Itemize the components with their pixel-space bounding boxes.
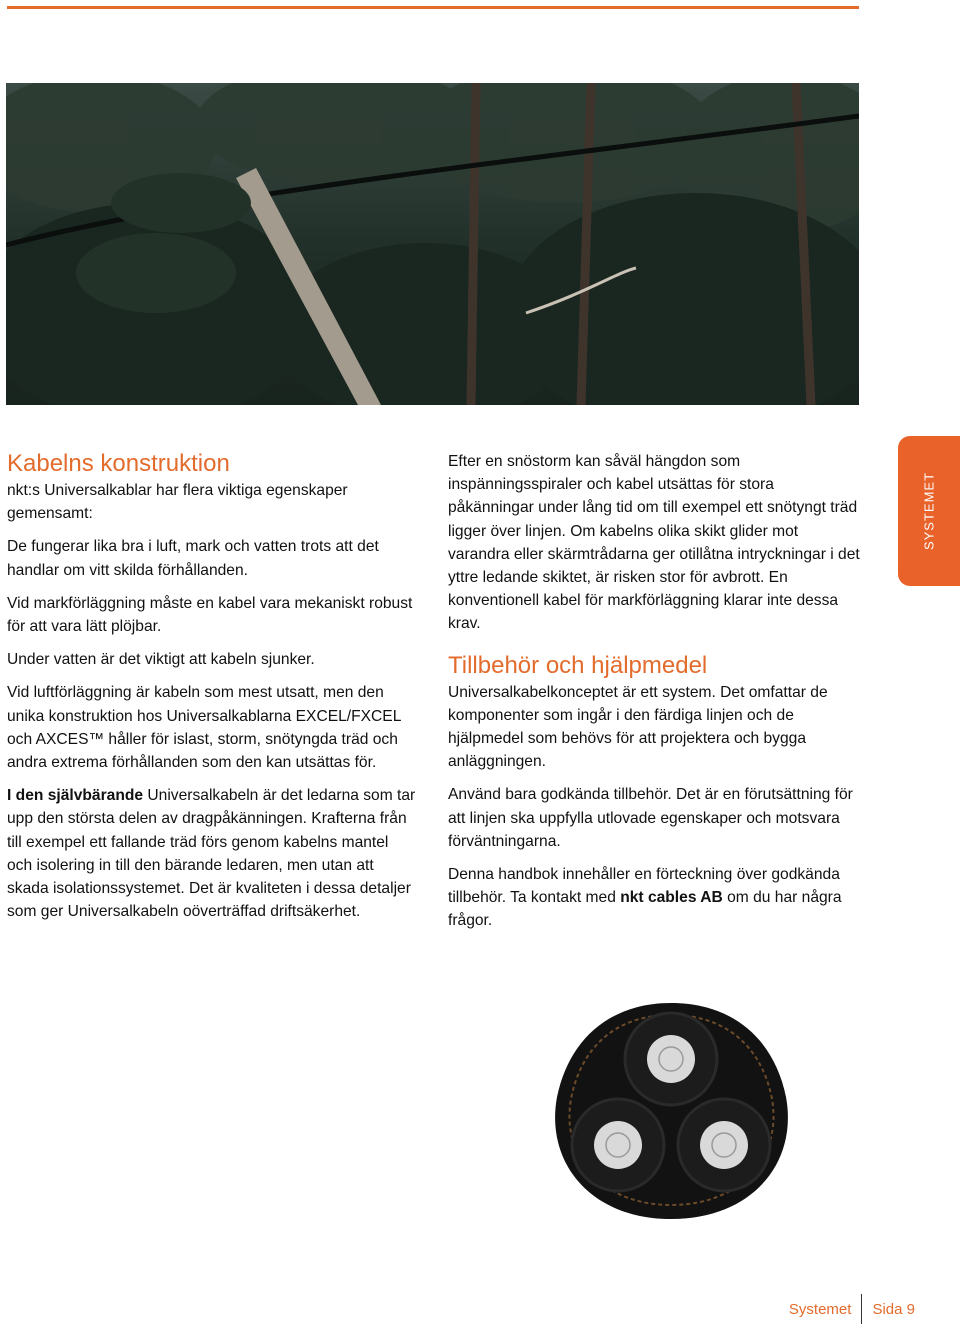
left-column: [7, 450, 417, 923]
paragraph: Under vatten är det viktigt att kabeln sjunker.: [7, 651, 315, 669]
footer-section-name: Systemet: [788, 1300, 852, 1318]
bold-phrase: I den självbärande: [7, 787, 144, 805]
paragraph-contact: [448, 863, 860, 933]
section-side-tab: [898, 436, 960, 586]
paragraph-text: om du har några frågor.: [448, 889, 842, 930]
intro-paragraph: nkt:s Universalkablar har flera viktiga egenskaper gemensamt:: [7, 482, 348, 523]
paragraph: Efter en snöstorm kan såväl hängdon som inspänningsspiraler och kabel utsättas för stora påkänningar under lång tid om till exempel ett snötyngt träd ligger över linjen. Om kabelns olika skikt glider mot varandra eller skärmtrådarna ger otillåtna intryckningar i det yttre ledande skiktet, är risken stor för avbrott. En konventionell kabel för markförläggning klarar inte dessa krav.: [448, 453, 860, 633]
section-heading-accessories: Tillbehör och hjälpmedel: [448, 651, 708, 679]
page-footer: [789, 1294, 915, 1324]
paragraph: De fungerar lika bra i luft, mark och vatten trots att det handlar om vitt skilda förhållanden.: [7, 538, 379, 579]
paragraph: Använd bara godkända tillbehör. Det är en förutsättning för att linjen ska uppfylla utlovade egenskaper och motsvara förväntningarna.: [448, 786, 853, 850]
paragraph: Vid markförläggning måste en kabel vara mekaniskt robust för att vara lätt plöjbar.: [7, 594, 413, 636]
paragraph-text: Universalkabeln är det ledarna som tar upp den största delen av dragpåkänningen. Krafterna från till exempel ett fallande träd förs genom kabelns mantel och isolering in till den bärande ledaren, men utan att skada isolationssystemet. Det är kvaliteten i dessa detaljer som ger Universalkabeln oöverträffad driftsäkerhet.: [7, 787, 416, 921]
section-heading-cable-construction: Kabelns konstruktion: [7, 450, 230, 477]
cable-cross-section-image: [548, 997, 795, 1225]
paragraph: Vid luftförläggning är kabeln som mest utsatt, men den unika konstruktion hos Universalkablarna EXCEL/FXCEL och AXCES™ håller för islast, storm, snötyngda träd och andra extrema förhållanden som den kan utsättas för.: [7, 684, 401, 772]
right-column: [448, 450, 860, 943]
paragraph-text: Denna handbok innehåller en förteckning över godkända tillbehör. Ta kontakt med: [448, 866, 840, 907]
page-number: Sida 9: [872, 1300, 915, 1318]
paragraph: Universalkabelkonceptet är ett system. Det omfattar de komponenter som ingår i den färdiga linjen och de hjälpmedel som behövs för att projektera och bygga anläggningen.: [448, 683, 828, 771]
side-tab-label: SYSTEMET: [921, 471, 937, 551]
footer-divider: [861, 1294, 862, 1324]
company-name: nkt cables AB: [620, 889, 723, 907]
paragraph-self-supporting: [7, 784, 417, 923]
top-rule: [7, 6, 859, 9]
fallen-tree-photo: [6, 83, 859, 405]
